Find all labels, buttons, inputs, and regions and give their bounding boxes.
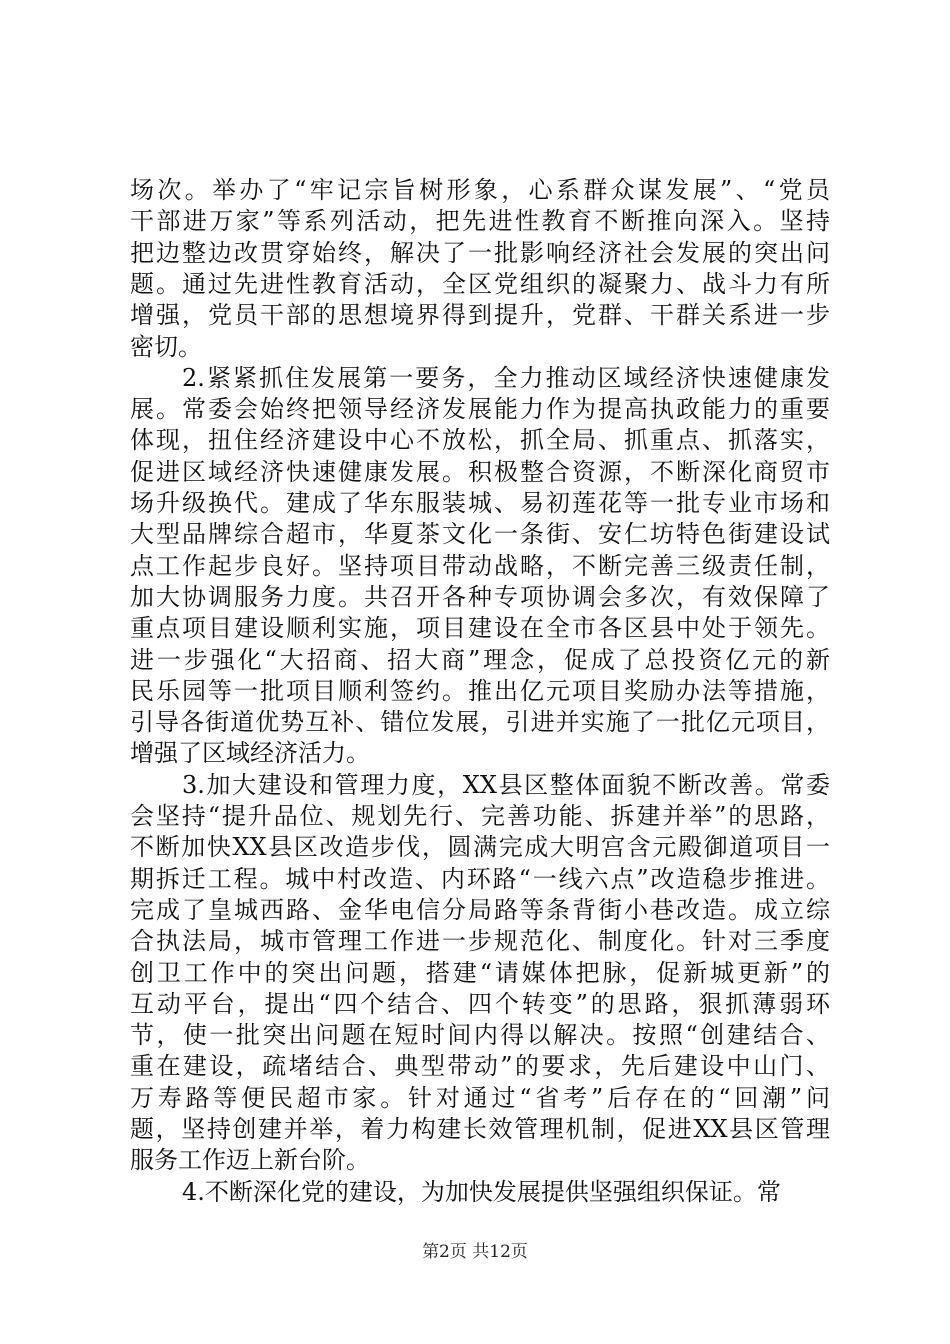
- paragraph-line: 重点项目建设顺利实施，项目建设在全市各区县中处于领先。: [130, 614, 830, 643]
- paragraph-line: 场次。举办了“牢记宗旨树形象，心系群众谋发展”、“党员: [130, 176, 830, 204]
- paragraph-line: 体现，扭住经济建设中心不放松，抓全局、抓重点、抓落实，: [130, 426, 830, 455]
- paragraph-line: 引导各街道优势互补、错位发展，引进并实施了一批亿元项目，: [130, 708, 830, 737]
- paragraph-line: 期拆迁工程。城中村改造、内环路“一线六点”改造稳步推进。: [130, 864, 830, 893]
- paragraph-line: 节，使一批突出问题在短时间内得以解决。按照“创建结合、: [130, 1021, 830, 1050]
- paragraph-line: 题。通过先进性教育活动，全区党组织的凝聚力、战斗力有所: [130, 269, 830, 298]
- paragraph-line: 完成了皇城西路、金华电信分局路等条背街小巷改造。成立综: [130, 895, 830, 924]
- section-heading-line: 2.紧紧抓住发展第一要务，全力推动区域经济快速健康发: [182, 363, 830, 392]
- paragraph-line: 把边整边改贯穿始终，解决了一批影响经济社会发展的突出问: [130, 238, 830, 267]
- paragraph-line: 万寿路等便民超市家。针对通过“省考”后存在的“回潮”问: [130, 1083, 830, 1112]
- paragraph-line: 场升级换代。建成了华东服装城、易初莲花等一批专业市场和: [130, 489, 830, 517]
- paragraph-line: 合执法局，城市管理工作进一步规范化、制度化。针对三季度: [130, 927, 830, 956]
- paragraph-line: 增强了区域经济活力。: [130, 739, 370, 768]
- paragraph-line: 增强，党员干部的思想境界得到提升，党群、干群关系进一步: [130, 301, 830, 330]
- paragraph-line: 进一步强化“大招商、招大商”理念，促成了总投资亿元的新: [130, 645, 830, 674]
- paragraph-line: 会坚持“提升品位、规划先行、完善功能、拆建并举”的思路，: [130, 802, 830, 830]
- section-heading-line: 3.加大建设和管理力度，XX县区整体面貌不断改善。常委: [182, 770, 830, 799]
- paragraph-line: 促进区域经济快速健康发展。积极整合资源，不断深化商贸市: [130, 457, 830, 486]
- paragraph-line: 民乐园等一批项目顺利签约。推出亿元项目奖励办法等措施，: [130, 676, 830, 705]
- paragraph-line: 展。常委会始终把领导经济发展能力作为提高执政能力的重要: [130, 395, 830, 424]
- paragraph-line: 大型品牌综合超市，华夏茶文化一条街、安仁坊特色街建设试: [130, 520, 830, 549]
- section-heading-line: 4.不断深化党的建设，为加快发展提供坚强组织保证。常: [182, 1177, 781, 1206]
- page-footer: 第2页 共12页: [422, 1242, 528, 1262]
- paragraph-line: 干部进万家”等系列活动，把先进性教育不断推向深入。坚持: [130, 207, 830, 236]
- paragraph-line: 创卫工作中的突出问题，搭建“请媒体把脉，促新城更新”的: [130, 958, 830, 987]
- paragraph-line: 互动平台，提出“四个结合、四个转变”的思路，狠抓薄弱环: [130, 989, 830, 1018]
- paragraph-line: 点工作起步良好。坚持项目带动战略，不断完善三级责任制，: [130, 551, 830, 580]
- paragraph-line: 加大协调服务力度。共召开各种专项协调会多次，有效保障了: [130, 582, 830, 611]
- paragraph-line: 重在建设，疏堵结合、典型带动”的要求，先后建设中山门、: [130, 1052, 830, 1081]
- paragraph-line: 密切。: [130, 332, 202, 361]
- paragraph-line: 服务工作迈上新台阶。: [130, 1146, 370, 1175]
- paragraph-line: 题，坚持创建并举，着力构建长效管理机制，促进XX县区管理: [130, 1115, 830, 1143]
- paragraph-line: 不断加快XX县区改造步伐，圆满完成大明宫含元殿御道项目一: [130, 833, 830, 862]
